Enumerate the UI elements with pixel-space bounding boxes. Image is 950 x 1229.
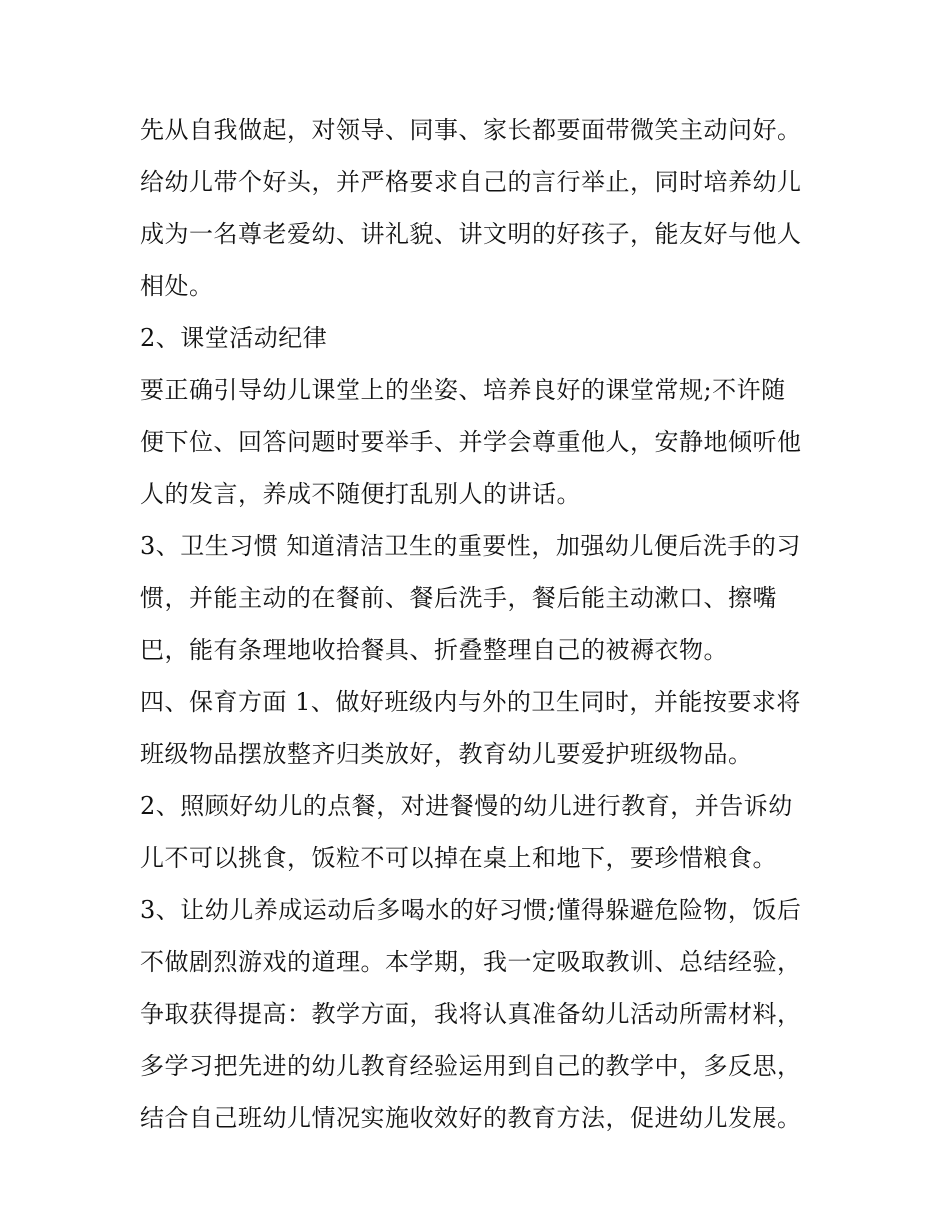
- text-line: 要正确引导幼儿课堂上的坐姿、培养良好的课堂常规;不许随: [140, 376, 786, 404]
- text-line: 四、保育方面 1、做好班级内与外的卫生同时，并能按要求将: [140, 688, 801, 716]
- text-line: 多学习把先进的幼儿教育经验运用到自己的教学中，多反思，: [140, 1052, 802, 1080]
- text-line: 成为一名尊老爱幼、讲礼貌、讲文明的好孩子，能友好与他人: [140, 220, 802, 248]
- text-line: 巴，能有条理地收拾餐具、折叠整理自己的被褥衣物。: [140, 636, 728, 664]
- text-line: 2、照顾好幼儿的点餐，对进餐慢的幼儿进行教育，并告诉幼: [140, 792, 793, 820]
- text-line: 相处。: [140, 272, 214, 300]
- text-line: 人的发言，养成不随便打乱别人的讲话。: [140, 480, 581, 508]
- text-line: 惯，并能主动的在餐前、餐后洗手，餐后能主动漱口、擦嘴: [140, 584, 777, 612]
- section-heading: 2、课堂活动纪律: [140, 324, 328, 352]
- text-line: 3、卫生习惯 知道清洁卫生的重要性，加强幼儿便后洗手的习: [140, 532, 801, 560]
- text-line: 儿不可以挑食，饭粒不可以掉在桌上和地下，要珍惜粮食。: [140, 844, 777, 872]
- text-line: 班级物品摆放整齐归类放好，教育幼儿要爱护班级物品。: [140, 740, 753, 768]
- text-line: 便下位、回答问题时要举手、并学会尊重他人，安静地倾听他: [140, 428, 802, 456]
- text-line: 争取获得提高：教学方面，我将认真准备幼儿活动所需材料，: [140, 1000, 802, 1028]
- text-line: 3、让幼儿养成运动后多喝水的好习惯;懂得躲避危险物，饭后: [140, 896, 802, 924]
- document-body: [140, 104, 830, 1144]
- text-line: 先从自我做起，对领导、同事、家长都要面带微笑主动问好。: [140, 116, 802, 144]
- text-line: 不做剧烈游戏的道理。本学期，我一定吸取教训、总结经验，: [140, 948, 802, 976]
- text-line: 给幼儿带个好头，并严格要求自己的言行举止，同时培养幼儿: [140, 168, 802, 196]
- text-line: 结合自己班幼儿情况实施收效好的教育方法，促进幼儿发展。: [140, 1104, 802, 1132]
